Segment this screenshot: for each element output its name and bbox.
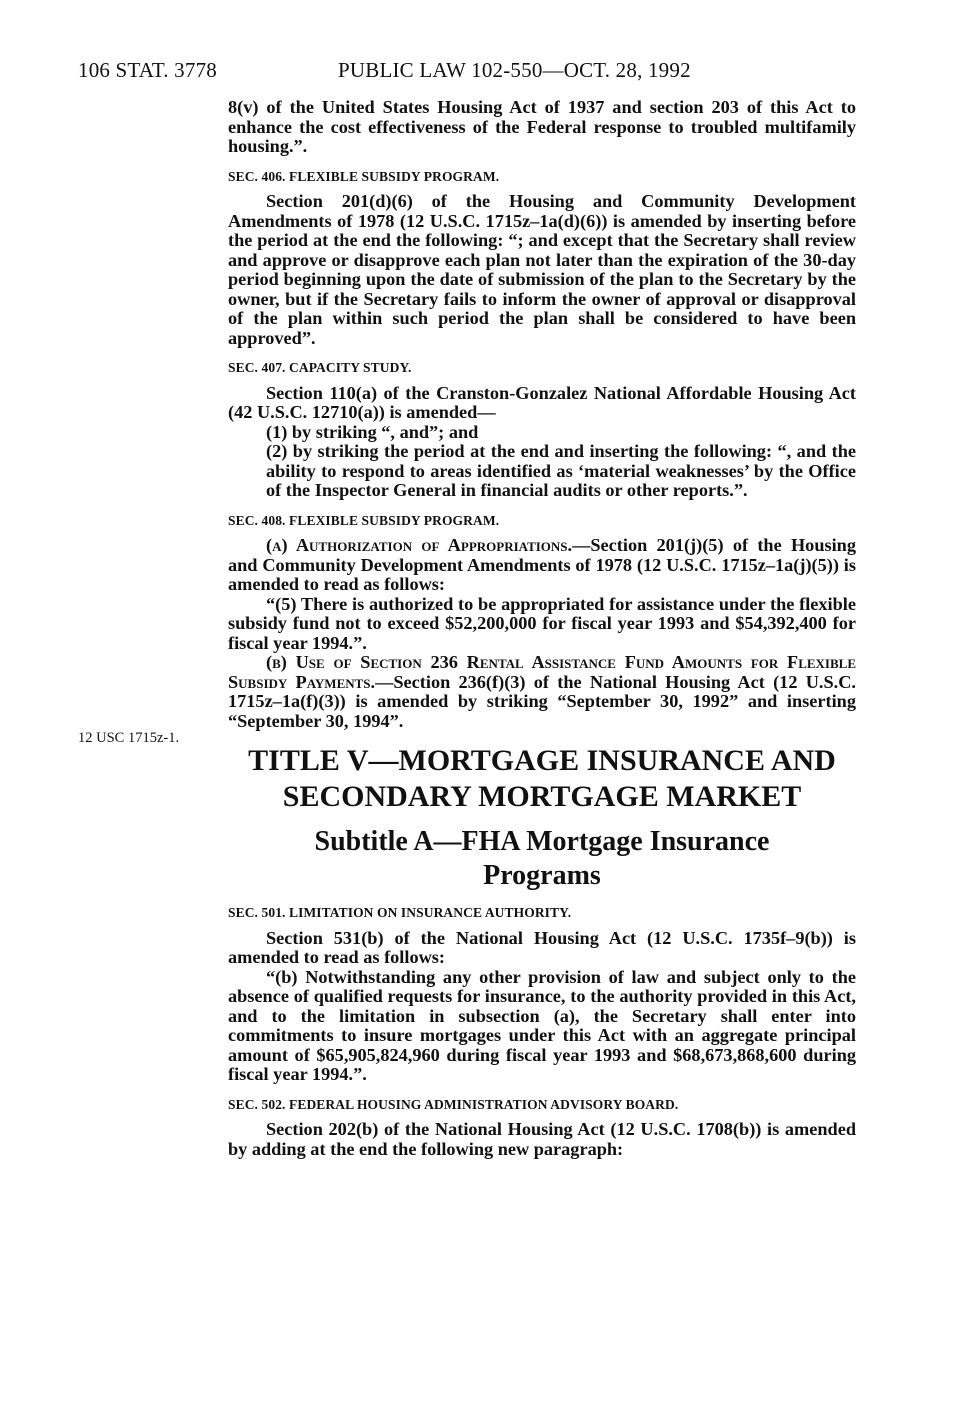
- section-heading-501: SEC. 501. LIMITATION ON INSURANCE AUTHORITY.: [228, 905, 572, 920]
- title-line-2: SECONDARY MORTGAGE MARKET: [282, 780, 802, 813]
- section-407-item-2: [228, 442, 856, 501]
- subsection-b-text: —Section 236(f)(3) of the National Housing Act (12 U.S.C. 1715z–1a(f)(3)) is amended by striking “September 30, 1992” and inserting “September 30, 1994”.: [228, 671, 856, 731]
- section-407-item-1: (1) by striking “, and”; and: [266, 421, 479, 442]
- section-heading-407: SEC. 407. CAPACITY STUDY.: [228, 360, 412, 375]
- public-law-citation: PUBLIC LAW 102-550—OCT. 28, 1992: [338, 58, 691, 82]
- section-501-text: Section 531(b) of the National Housing Act (12 U.S.C. 1735f–9(b)) is amended to read as follows:: [228, 927, 856, 967]
- subtitle-a-heading: [228, 825, 856, 893]
- section-heading-406: SEC. 406. FLEXIBLE SUBSIDY PROGRAM.: [228, 168, 500, 184]
- section-407-text: Section 110(a) of the Cranston-Gonzalez National Affordable Housing Act (42 U.S.C. 12710(a)) is amended—: [228, 382, 856, 422]
- document-body: [228, 98, 856, 1159]
- section-406-text: Section 201(d)(6) of the Housing and Community Development Amendments of 1978 (12 U.S.C. 1715z–1a(d)(6)) is amended by inserting before the period at the end the following: “; and except that the Secretary shall review and approve or disapprove each plan not later than the expiration of the 30-day period beginning upon the date of submission of the plan to the Secretary by the owner, but if the Secretary fails to inform the owner of approval or disapproval of the plan within such period the plan shall be considered to have been approved”.: [228, 191, 856, 348]
- subtitle-line-1: Subtitle A—FHA Mortgage Insurance: [314, 826, 770, 857]
- section-heading-502: SEC. 502. FEDERAL HOUSING ADMINISTRATION ADVISORY BOARD.: [228, 1096, 679, 1112]
- section-heading-408: SEC. 408. FLEXIBLE SUBSIDY PROGRAM.: [228, 512, 500, 528]
- continuation-paragraph: 8(v) of the United States Housing Act of 1937 and section 203 of this Act to enhance the cost effectiveness of the Federal response to troubled multifamily housing.”.: [228, 97, 856, 156]
- margin-citation: 12 USC 1715z-1.: [78, 730, 180, 746]
- subtitle-line-2: Programs: [483, 860, 601, 891]
- title-v-heading: [228, 743, 856, 815]
- section-502-text: Section 202(b) of the National Housing Act (12 U.S.C. 1708(b)) is amended by adding at the end the following new paragraph:: [228, 1119, 856, 1159]
- section-408-a-quote: “(5) There is authorized to be appropriated for assistance under the flexible subsidy fund not to exceed $52,200,000 for fiscal year 1993 and $54,392,400 for fiscal year 1994.”.: [228, 593, 856, 653]
- subsection-b-caption: (b) Use of Section 236 Rental Assistance Fund Amounts for Flexible Subsidy Payments.: [228, 652, 856, 692]
- subsection-a-text: —Section 201(j)(5) of the Housing and Community Development Amendments of 1978 (12 U.S.C. 1715z–1a(j)(5)) is amended to read as follows:: [228, 535, 856, 594]
- subsection-a-caption: (a) Authorization of Appropriations.: [266, 535, 573, 555]
- section-408-b: [228, 653, 856, 731]
- title-line-1: TITLE V—MORTGAGE INSURANCE AND: [248, 744, 836, 777]
- section-407-item-2-text: (2) by striking the period at the end and inserting the following: “, and the ability to respond to areas identified as ‘material weaknesses’ by the Office of the Inspector General in financial audits or other reports.”.: [266, 441, 856, 500]
- section-408-a: [228, 536, 856, 595]
- section-501-quote: “(b) Notwithstanding any other provision of law and subject only to the absence of qualified requests for insurance, to the authority provided in this Act, and to the limitation in subsection (a), the Secretary shall enter into commitments to insure mortgages under this Act with an aggregate principal amount of $65,905,824,960 during fiscal year 1993 and $68,673,868,600 during fiscal year 1994.”.: [228, 966, 856, 1084]
- stat-page-number: 106 STAT. 3778: [78, 58, 217, 82]
